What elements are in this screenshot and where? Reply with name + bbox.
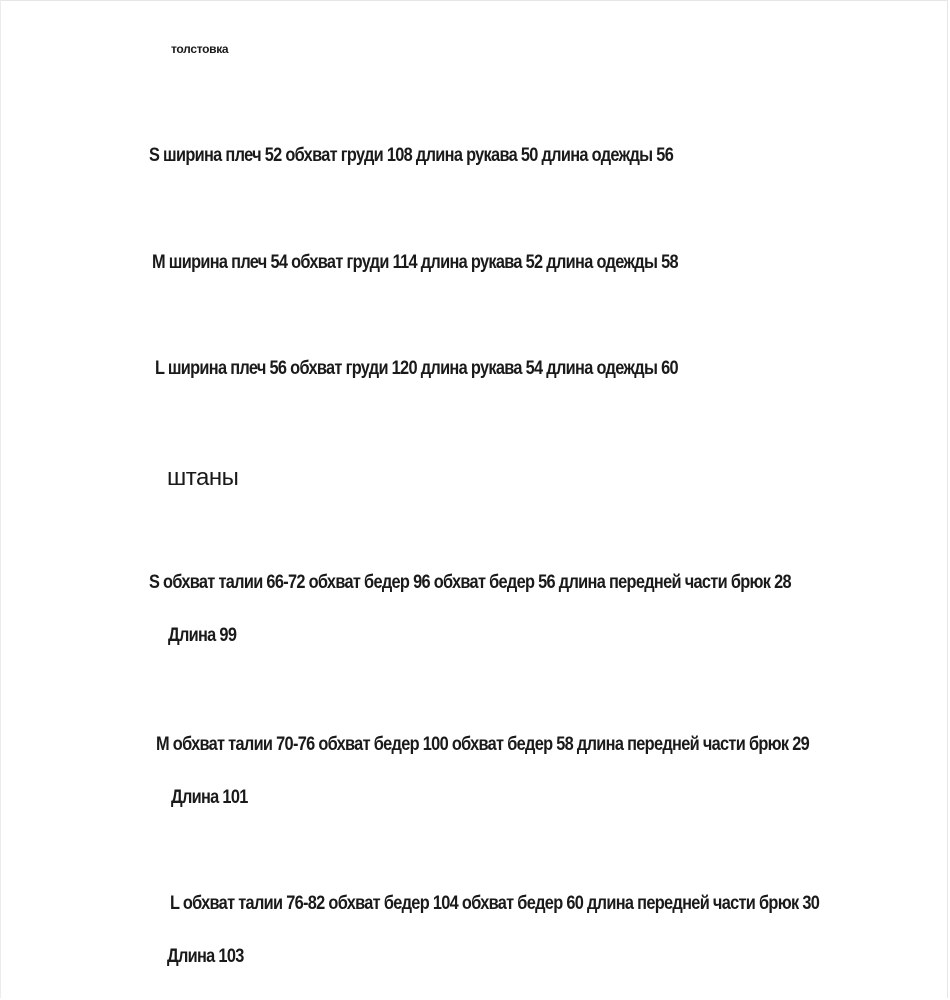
hoodie-size-m: M ширина плеч 54 обхват груди 114 длина рукава 52 длина одежды 58 [152,252,678,273]
pants-size-m-measures: M обхват талии 70-76 обхват бедер 100 обхват бедер 58 длина передней части брюк 29 [156,734,810,755]
pants-size-s-measures: S обхват талии 66-72 обхват бедер 96 обхват бедер 56 длина передней части брюк 28 [149,572,791,593]
pants-title: штаны [167,464,239,491]
hoodie-size-l: L ширина плеч 56 обхват груди 120 длина рукава 54 длина одежды 60 [155,358,678,379]
pants-size-m-length: Длина 101 [171,787,248,808]
hoodie-size-s: S ширина плеч 52 обхват груди 108 длина рукава 50 длина одежды 56 [149,145,674,166]
hoodie-title: толстовка [171,42,229,56]
pants-size-l-length: Длина 103 [167,946,244,967]
pants-size-l-measures: L обхват талии 76-82 обхват бедер 104 обхват бедер 60 длина передней части брюк 30 [170,893,820,914]
pants-size-s-length: Длина 99 [168,625,237,646]
